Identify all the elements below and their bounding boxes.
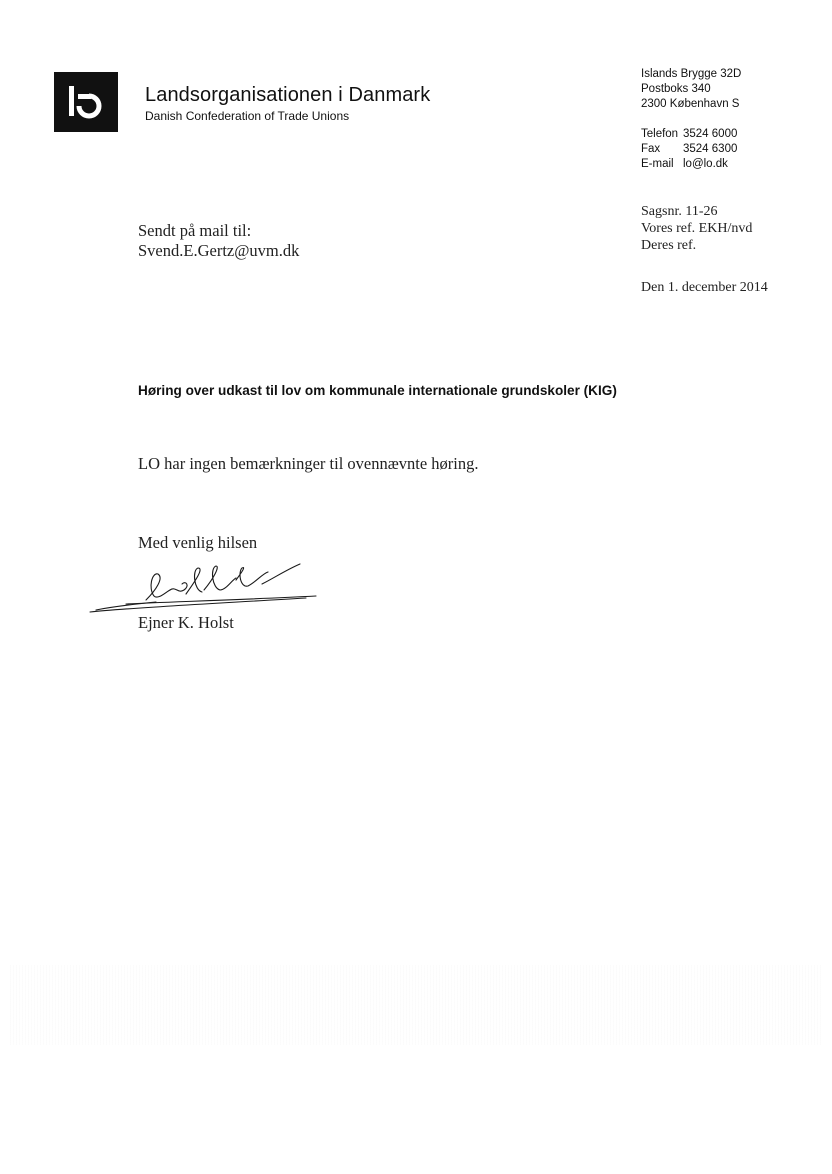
contact-value: 3524 6300 xyxy=(683,143,738,155)
letter-body: LO har ingen bemærkninger til ovennævnte høring. xyxy=(138,454,479,473)
lo-logo xyxy=(54,72,118,132)
reference-block xyxy=(641,203,752,254)
address-line: Islands Brygge 32D xyxy=(641,68,742,80)
our-reference: Vores ref. EKH/nvd xyxy=(641,221,753,236)
your-reference: Deres ref. xyxy=(641,238,697,253)
letter-date: Den 1. december 2014 xyxy=(641,280,768,295)
recipient-label: Sendt på mail til: xyxy=(138,221,252,240)
recipient-email: Svend.E.Gertz@uvm.dk xyxy=(138,241,300,260)
org-subtitle: Danish Confederation of Trade Unions xyxy=(145,109,350,123)
signer-name: Ejner K. Holst xyxy=(138,613,234,632)
recipient-block xyxy=(138,221,299,261)
contact-block xyxy=(641,127,737,172)
contact-label: E-mail xyxy=(641,158,674,170)
contact-phone xyxy=(641,127,737,142)
address-line: 2300 København S xyxy=(641,98,740,110)
case-number: Sagsnr. 11-26 xyxy=(641,204,718,219)
contact-label: Telefon xyxy=(641,128,679,140)
contact-label: Fax xyxy=(641,143,661,155)
contact-value: 3524 6000 xyxy=(683,128,738,140)
contact-value: lo@lo.dk xyxy=(683,158,728,170)
closing-greeting: Med venlig hilsen xyxy=(138,533,258,552)
org-name: Landsorganisationen i Danmark xyxy=(145,84,431,106)
handwritten-signature xyxy=(86,560,326,620)
scan-noise xyxy=(10,965,822,1045)
contact-email xyxy=(641,157,737,172)
address-block xyxy=(641,67,741,112)
letter-subject: Høring over udkast til lov om kommunale internationale grundskoler (KIG) xyxy=(138,383,617,398)
address-line: Postboks 340 xyxy=(641,83,711,95)
lo-logo-mark xyxy=(54,72,118,132)
contact-fax xyxy=(641,142,737,157)
